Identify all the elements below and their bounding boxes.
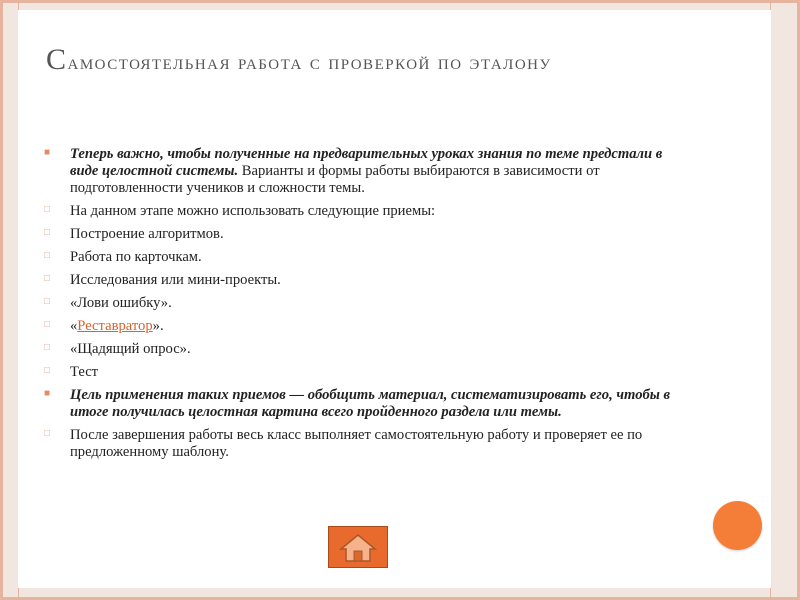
item-text: Варианты и формы работы выбираются в зависимости от подготовленности учеников и сложности темы. xyxy=(70,163,600,196)
item-text: Тест xyxy=(70,364,99,380)
item-text: «Щадящий опрос». xyxy=(70,341,191,357)
square-bullet-icon: □ xyxy=(44,365,51,376)
item-text: «Лови ошибку». xyxy=(70,295,172,311)
list-item xyxy=(44,427,694,461)
square-bullet-icon: ■ xyxy=(44,147,51,158)
list-item xyxy=(44,203,694,220)
home-icon xyxy=(339,532,377,564)
square-bullet-icon: □ xyxy=(44,319,51,330)
title-first-letter: С xyxy=(46,43,68,76)
item-text: Исследования или мини-проекты. xyxy=(70,272,281,288)
list-item xyxy=(44,272,694,289)
restavrator-link[interactable]: Реставратор xyxy=(77,318,153,334)
item-text: Построение алгоритмов. xyxy=(70,226,224,242)
list-item xyxy=(44,364,694,381)
list-item xyxy=(44,341,694,358)
list-item xyxy=(44,146,694,197)
emphasis-text: Теперь важно, чтобы полученные на предварительных уроках знания по теме предстали в виде целостной системы. xyxy=(70,146,663,179)
list-item xyxy=(44,226,694,243)
list-item xyxy=(44,387,694,421)
item-text: Работа по карточкам. xyxy=(70,249,202,265)
square-bullet-icon: □ xyxy=(44,296,51,307)
square-bullet-icon: □ xyxy=(44,342,51,353)
item-text: На данном этапе можно использовать следующие приемы: xyxy=(70,203,436,219)
item-text: « xyxy=(70,318,78,334)
emphasis-text: Цель применения таких приемов — обобщить материал, систематизировать его, чтобы в итоге получилась целостная картина всего пройденного раздела или темы. xyxy=(70,387,671,420)
square-bullet-icon: □ xyxy=(44,428,51,439)
item-text: После завершения работы весь класс выполняет самостоятельную работу и проверяет ее по предложенному шаблону. xyxy=(70,427,643,460)
item-text: ». xyxy=(152,318,164,334)
home-button[interactable] xyxy=(328,526,388,568)
square-bullet-icon: □ xyxy=(44,227,51,238)
square-bullet-icon: □ xyxy=(44,273,51,284)
square-bullet-icon: ■ xyxy=(44,388,51,399)
list-item xyxy=(44,318,694,335)
title-rest: амостоятельная работа с проверкой по эталону xyxy=(67,49,552,74)
bullet-list xyxy=(44,146,694,461)
square-bullet-icon: □ xyxy=(44,250,51,261)
slide-title xyxy=(46,40,686,82)
list-item xyxy=(44,295,694,312)
list-item xyxy=(44,249,694,266)
square-bullet-icon: □ xyxy=(44,204,51,215)
decorative-circle xyxy=(713,501,762,550)
